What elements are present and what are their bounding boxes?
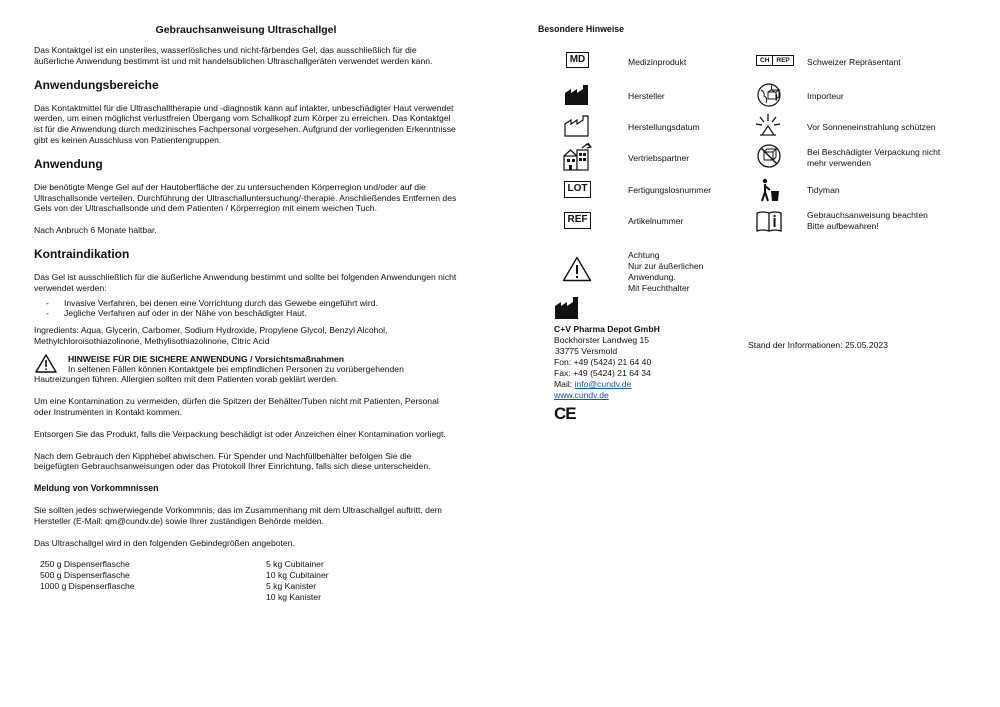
factory-icon — [564, 84, 590, 106]
vertriebspartner-label: Vertriebspartner — [628, 153, 690, 163]
anwendungsbereiche-text: Das Kontaktmittel für die Ultraschalltherapie und -diagnostik kann auf intakter, unbeschädigter Haut verwendet werden, um einen möglichst verlustfreien Übergang vom Schallkopf zum Körper zu erreichen. Das Kontaktgel ist für die Anwendung durch medizinisches Fachpersonal vorgesehen. Aufgrund der vorliegenden Erkenntnisse gibt es keinen Ausschluss von Patientengruppen. — [34, 102, 456, 145]
gba-line-1: Gebrauchsanweisung beachten — [807, 210, 928, 220]
intro-text: Das Kontaktgel ist ein unsteriles, wasserlösliches und nicht-färbendes Gel, das ausschließlich für die äußerliche Anwendung bestimmt ist und mit handelsüblichen Ultraschallgeräten verwendet werden kann. — [34, 45, 433, 66]
size-item: 1000 g Dispenserflasche — [40, 580, 135, 591]
safety-heading: HINWEISE FÜR DIE SICHERE ANWENDUNG / Vorsichtsmaßnahmen — [68, 353, 344, 364]
ref-symbol: REF — [564, 212, 591, 229]
lever-text: Nach dem Gebrauch den Kipphebel abwischen. Für Spender und Nachfüllbehälter befolgen Sie die beigefügten Gebrauchsanweisungen oder das Protokoll Ihrer Einrichtung, falls sich diese unterscheiden. — [34, 450, 431, 472]
achtung-line-4: Mit Feuchthalter — [628, 283, 690, 293]
size-item: 500 g Dispenserflasche — [40, 570, 130, 581]
company-phone: Fon: +49 (5424) 21 64 40 — [554, 357, 652, 367]
lot-label: Fertigungslosnummer — [628, 185, 712, 195]
ce-mark: CE — [554, 404, 576, 423]
gebrauchsanweisung-label — [807, 210, 928, 232]
ch-rep-symbol — [756, 55, 794, 66]
info-date: Stand der Informationen: 25.05.2023 — [748, 340, 888, 350]
manufacturer-icon — [554, 296, 580, 320]
hersteller-label: Hersteller — [628, 91, 665, 101]
safety-text: In seltenen Fällen können Kontaktgele bei empfindlichen Personen zu vorübergehenden Hautreizungen führen. Allergien sollten mit dem Patienten vorab geklärt werden. — [34, 363, 404, 385]
company-name: C+V Pharma Depot GmbH — [554, 324, 660, 334]
size-item: 10 kg Cubitainer — [266, 570, 329, 581]
company-address — [554, 324, 660, 424]
right-column — [538, 24, 978, 423]
distributor-icon — [562, 142, 592, 172]
md-label: Medizinprodukt — [628, 57, 687, 67]
company-fax: Fax: +49 (5424) 21 64 34 — [554, 368, 651, 378]
kontraindikation-heading: Kontraindikation — [34, 246, 130, 261]
meldung-text: Sie sollten jedes schwerwiegende Vorkommnis, das im Zusammenhang mit dem Ultraschallgel auftritt, dem Hersteller (E-Mail: qm@cundv.de) sowie Ihrer zuständigen Behörde melden. — [34, 504, 442, 526]
herstellungsdatum-label: Herstellungsdatum — [628, 122, 700, 132]
sizes-containers — [266, 559, 446, 602]
achtung-line-3: Anwendung. — [628, 272, 676, 282]
caution-icon — [562, 256, 592, 282]
size-item: 10 kg Kanister — [266, 591, 321, 602]
haltbarkeit-text: Nach Anbruch 6 Monate haltbar. — [34, 225, 157, 236]
disposal-text: Entsorgen Sie das Produkt, falls die Verpackung beschädigt ist oder Anzeichen einer Kontamination vorliegt. — [34, 428, 446, 439]
kontraindikation-list — [46, 298, 458, 320]
ch-box: CH — [757, 56, 773, 65]
manufacture-date-icon — [564, 115, 590, 137]
damaged-package-icon — [756, 143, 782, 169]
sizes-bottles — [40, 559, 266, 602]
kontraindikation-text: Das Gel ist ausschließlich für die äußerliche Anwendung bestimmt und sollte bei folgenden Anwendungen nicht verwendet werden: — [34, 271, 457, 293]
lot-symbol: LOT — [564, 181, 591, 198]
sizes-intro: Das Ultraschallgel wird in den folgenden Gebindegrößen angeboten. — [34, 537, 295, 548]
contamination-text: Um eine Kontamination zu vermeiden, dürfen die Spitzen der Behälter/Tuben nicht mit Patienten, Personal oder Instrumenten in Kontakt kommen. — [34, 396, 439, 417]
importer-icon — [756, 82, 782, 108]
mail-link[interactable]: info@cundv.de — [574, 379, 632, 389]
web-link[interactable]: www.cundv.de — [554, 390, 609, 400]
company-mail — [554, 379, 660, 390]
ref-label: Artikelnummer — [628, 216, 684, 226]
symbols-heading: Besondere Hinweise — [538, 24, 625, 34]
size-item: 5 kg Kanister — [266, 580, 317, 591]
meldung-heading: Meldung von Vorkommnissen — [34, 483, 159, 494]
size-item: 250 g Dispenserflasche — [40, 559, 130, 570]
achtung-line-2: Nur zur äußerlichen — [628, 261, 704, 271]
tidyman-label: Tidyman — [807, 185, 840, 195]
verpackung-label — [807, 147, 940, 169]
instructions-icon — [756, 210, 782, 232]
anwendung-heading: Anwendung — [34, 156, 103, 171]
company-street: Bockhorster Landweg 15 — [554, 335, 650, 345]
verpackung-line-2: mehr verwenden — [807, 158, 872, 168]
mail-prefix: Mail: — [554, 379, 575, 389]
ch-rep-label: Schweizer Repräsentant — [807, 57, 901, 67]
safety-notes — [34, 354, 458, 365]
md-symbol: MD — [566, 52, 589, 68]
company-city: 33775 Versmold — [555, 346, 618, 356]
list-item: - Invasive Verfahren, bei denen eine Vorrichtung durch das Gewebe eingeführt wird. — [46, 298, 458, 309]
anwendungsbereiche-heading: Anwendungsbereiche — [34, 77, 159, 92]
anwendung-text: Die benötigte Menge Gel auf der Hautoberfläche der zu untersuchenden Körperregion und/oder auf die Ultraschallsonde verteilen. Durchführung der Ultraschalluntersuchung/-therapie. Anschließendes Entfernen des Gels von der Ultraschallsonde und dem Patienten / Körperregion mit einem weichen Tuch. — [34, 181, 457, 214]
importeur-label: Importeur — [807, 91, 844, 101]
left-column — [34, 24, 458, 603]
sun-protection-icon — [754, 113, 782, 137]
rep-box: REP — [776, 57, 790, 64]
list-item: - Jegliche Verfahren auf oder in der Nähe von beschädigter Haut. — [46, 308, 458, 319]
warning-icon — [35, 354, 57, 373]
verpackung-line-1: Bei Beschädigter Verpackung nicht — [807, 147, 941, 157]
document-title: Gebrauchsanweisung Ultraschallgel — [155, 24, 337, 36]
gba-line-2: Bitte aufbewahren! — [807, 221, 879, 231]
sonne-label: Vor Sonneneinstrahlung schützen — [807, 122, 936, 132]
company-web — [554, 390, 660, 401]
size-item: 5 kg Cubitainer — [266, 559, 324, 570]
package-sizes — [40, 559, 458, 602]
achtung-label — [628, 250, 703, 294]
ingredients-text: Ingredients: Aqua, Glycerin, Carbomer, Sodium Hydroxide, Propylene Glycol, Benzyl Alcohol, Methylchloroisothiazolinone, Methylisothiazolinone, Citric Acid — [34, 325, 388, 346]
achtung-line-1: Achtung — [628, 250, 660, 260]
tidyman-icon — [757, 178, 781, 202]
